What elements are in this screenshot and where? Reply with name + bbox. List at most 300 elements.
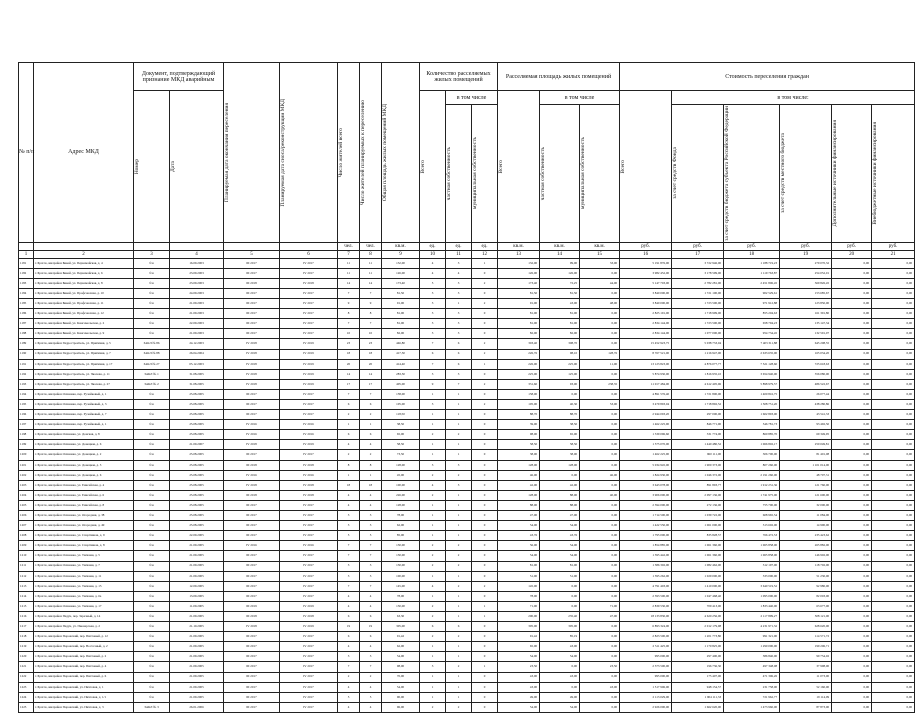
table-cell: 0,00 (872, 652, 915, 662)
table-cell: 2 (338, 410, 360, 420)
table-cell: 82,00 (382, 329, 420, 339)
table-cell: 1 462 225,90 (620, 450, 672, 460)
table-cell: 5 (360, 692, 382, 702)
table-cell: 10 (338, 329, 360, 339)
table-cell: 18 (338, 480, 360, 490)
table-cell: 26 077,44 (780, 389, 832, 399)
table-cell: 132 591,07 (780, 329, 832, 339)
header-doc-date (170, 91, 224, 243)
table-cell: 14 (360, 369, 382, 379)
table-cell: 0,00 (872, 601, 915, 611)
column-number-cell: 1 (19, 250, 34, 258)
table-cell: 54,00 (540, 652, 580, 662)
table-cell: III 2017 (224, 288, 280, 298)
table-row (19, 642, 915, 652)
table-cell: 81,00 (540, 309, 580, 319)
table-cell: 1218 (19, 632, 34, 642)
table-cell: 99 754,02 (780, 652, 832, 662)
table-cell: 132,00 (498, 258, 540, 268)
address-cell: г. Братск, жилрайон Осиновка, пер. Ручейковый, д. 1 (34, 420, 134, 430)
table-cell: 1 (472, 359, 498, 369)
table-cell: 2 451 806,45 (724, 278, 780, 288)
table-cell: 1 (338, 470, 360, 480)
address-cell: г. Братск, жилрайон Осиновка, пер. Ручейковый, д. 7 (34, 410, 134, 420)
table-cell: 0,00 (832, 278, 872, 288)
table-cell: 0 (472, 521, 498, 531)
table-cell: 225,00 (540, 359, 580, 369)
table-cell: 3 (446, 329, 472, 339)
table-cell: III 2017 (224, 591, 280, 601)
table-cell: 0,00 (580, 460, 620, 470)
table-cell: IV 2017 (280, 642, 338, 652)
table-cell: 4 (338, 601, 360, 611)
table-cell: 54,00 (498, 521, 540, 531)
table-cell: б/н (134, 490, 170, 500)
table-cell: 1 (446, 601, 472, 611)
address-cell: г. Братск, жилрайон Осиновка, ул. Донецкая, д. 3 (34, 460, 134, 470)
table-cell: 65,00 (540, 430, 580, 440)
table-cell: 0,00 (580, 672, 620, 682)
table-cell: 1 718 999,00 (672, 309, 724, 319)
table-cell: 4 791 403,00 (620, 581, 672, 591)
table-cell: III 2017 (224, 561, 280, 571)
table-cell: б/н (134, 531, 170, 541)
table-cell: 303,40 (498, 339, 540, 349)
header-rooms-private (446, 105, 472, 243)
table-cell: IV 2017 (280, 662, 338, 672)
table-cell: 5 (360, 531, 382, 541)
table-cell: 0,00 (872, 450, 915, 460)
table-cell: 0,00 (872, 571, 915, 581)
table-cell: 3 (360, 571, 382, 581)
table-cell: 11 (360, 268, 382, 278)
table-cell: 51 230,00 (780, 571, 832, 581)
table-cell: 14 (360, 278, 382, 288)
table-cell: 1 904 111,33 (672, 692, 724, 702)
table-cell: 3 643 078,00 (620, 480, 672, 490)
table-cell: 0,00 (580, 591, 620, 601)
header-cost-local (780, 105, 832, 243)
column-number-cell: 12 (472, 250, 498, 258)
table-cell: III 2017 (224, 652, 280, 662)
table-cell: б/н (134, 622, 170, 632)
table-cell: 0,00 (872, 500, 915, 510)
table-cell: 0,00 (832, 561, 872, 571)
table-cell: 902 529,61 (724, 288, 780, 298)
table-cell: 3 (446, 460, 472, 470)
table-cell: 40,00 (580, 490, 620, 500)
table-cell: 1 039 722,00 (672, 511, 724, 521)
table-cell: 58,50 (382, 440, 420, 450)
table-cell: 2 834 144,00 (620, 319, 672, 329)
table-cell: 7 (338, 319, 360, 329)
table-cell: 226,00 (498, 359, 540, 369)
table-cell: 1 (420, 642, 446, 652)
table-cell: 7 (338, 389, 360, 399)
column-number-cell: 18 (724, 250, 780, 258)
table-row (19, 369, 915, 379)
table-cell: IV 2017 (280, 571, 338, 581)
table-cell: 98,00 (382, 662, 420, 672)
table-cell: 0 (472, 329, 498, 339)
table-cell: IV 2017 (280, 319, 338, 329)
table-cell: 4 (338, 500, 360, 510)
header-total-area (382, 63, 420, 243)
table-cell: 0,00 (872, 561, 915, 571)
table-cell: 3 (420, 299, 446, 309)
table-cell: 130,00 (382, 551, 420, 561)
table-cell: 62,00 (382, 642, 420, 652)
table-cell: ЗАКЛ № 27 (134, 359, 170, 369)
table-cell: 1186 (19, 309, 34, 319)
table-cell: 5 147 703,00 (620, 278, 672, 288)
table-cell: 3 654 940,00 (724, 369, 780, 379)
table-cell: 4 876 077,77 (672, 359, 724, 369)
table-cell: 132,00 (382, 258, 420, 268)
table-cell: 0,00 (832, 309, 872, 319)
table-cell: 4 (360, 500, 382, 510)
table-cell: 128,76 (580, 349, 620, 359)
address-cell: г. Братск, жилрайон Бикей, ул. Первомайская, д. 4 (34, 258, 134, 268)
address-cell: г. Братск, жилрайон Падун, пер. Заречный, д. 14 (34, 611, 134, 621)
unit-cell (280, 242, 338, 250)
unit-cell: ед. (446, 242, 472, 250)
table-cell: 1209 (19, 541, 34, 551)
table-cell: IV 2016 (224, 470, 280, 480)
table-cell: 39,00 (498, 420, 540, 430)
table-cell: 11.09.2005 (170, 601, 224, 611)
table-cell: III 2017 (224, 500, 280, 510)
table-cell: 1 (420, 420, 446, 430)
table-cell: IV 2017 (280, 581, 338, 591)
column-numbers-row (19, 250, 915, 258)
table-cell: 0,00 (832, 571, 872, 581)
table-cell: б/н (134, 309, 170, 319)
table-cell: б/н (134, 672, 170, 682)
table-cell: 161 391,80 (780, 309, 832, 319)
table-cell: 10 (360, 329, 382, 339)
table-cell: IV 2017 (280, 500, 338, 510)
table-cell: 1 (420, 682, 446, 692)
table-cell: 0,00 (872, 400, 915, 410)
table-cell: 4 891 576,40 (620, 389, 672, 399)
table-cell: 91,00 (382, 299, 420, 309)
header-rooms-total (420, 91, 446, 243)
address-cell: г. Братск, жилрайон Осиновка, пер. Ручейковый, д. 3 (34, 400, 134, 410)
header-area-municipal-label: муниципальная собственность (580, 137, 587, 210)
table-cell: 126,00 (382, 268, 420, 278)
table-cell: 2 (446, 470, 472, 480)
table-cell: 14 990,00 (780, 521, 832, 531)
table-row (19, 309, 915, 319)
table-cell: б/н (134, 692, 170, 702)
table-cell: 21.09.2005 (170, 632, 224, 642)
table-cell: 835 828,57 (672, 531, 724, 541)
table-cell: 63 677,00 (780, 601, 832, 611)
table-row (19, 349, 915, 359)
table-row (19, 400, 915, 410)
table-cell: 1 718 892,52 (672, 400, 724, 410)
table-cell: 0,00 (872, 369, 915, 379)
table-cell: б/н (134, 430, 170, 440)
table-row (19, 339, 915, 349)
table-cell: 81,00 (498, 319, 540, 329)
table-cell: 0,00 (872, 309, 915, 319)
table-cell: 0,00 (580, 450, 620, 460)
table-cell: 121 760,00 (780, 480, 832, 490)
table-cell: б/н (134, 410, 170, 420)
table-cell: 0,00 (540, 470, 580, 480)
unit-cell: чел. (338, 242, 360, 250)
table-cell: б/н (134, 460, 170, 470)
table-cell: 6 (420, 349, 446, 359)
table-cell: 1 854 885,00 (620, 541, 672, 551)
table-cell: 1 440 480,52 (672, 440, 724, 450)
table-cell: 1 (446, 611, 472, 621)
table-cell: 1 (420, 511, 446, 521)
table-cell: 1 046 372,00 (672, 470, 724, 480)
table-cell: 2 (420, 632, 446, 642)
table-cell: 0,00 (832, 460, 872, 470)
table-cell: 6 (420, 622, 446, 632)
table-cell: 73,50 (382, 450, 420, 460)
units-row (19, 242, 915, 250)
address-cell: г. Братск, жилрайон Осиновка, пер. Ручейковый, д. 1 (34, 389, 134, 399)
table-cell: 0,00 (832, 299, 872, 309)
table-cell: 9 (420, 379, 446, 389)
table-cell: 1 395 262,00 (620, 571, 672, 581)
table-cell: 25.08.2005 (170, 430, 224, 440)
table-cell: 1189 (19, 339, 34, 349)
column-number-cell: 5 (224, 250, 280, 258)
table-cell: III 2017 (224, 511, 280, 521)
table-row (19, 611, 915, 621)
table-cell: 1 833 440,00 (724, 601, 780, 611)
table-cell: 23,50 (580, 662, 620, 672)
table-cell: 8 (338, 309, 360, 319)
table-row (19, 541, 915, 551)
table-cell: 46,00 (498, 470, 540, 480)
table-cell: 0 (472, 632, 498, 642)
column-number-cell: 17 (672, 250, 724, 258)
table-cell: 2 (420, 561, 446, 571)
address-cell: г. Братск, жилрайон Порожский, пер. Восточный, д. 2 (34, 642, 134, 652)
table-cell: 72,25 (540, 278, 580, 288)
table-cell: 22.09.2005 (170, 531, 224, 541)
table-cell: 2 191 260,00 (724, 470, 780, 480)
table-cell: 2 (446, 662, 472, 672)
address-cell: г. Братск, жилрайон Осиновка, ул. Донская, д. 8 (34, 430, 134, 440)
table-cell: 7 (360, 541, 382, 551)
table-cell: 21.09.2005 (170, 662, 224, 672)
table-cell: 1 795 000,00 (620, 531, 672, 541)
table-cell: б/н (134, 299, 170, 309)
table-cell: 2 (472, 349, 498, 359)
table-cell: 1 741 975,00 (724, 490, 780, 500)
table-cell: 1 422 550,00 (620, 521, 672, 531)
table-cell: 0,00 (580, 622, 620, 632)
table-cell: 3 840 000,00 (620, 299, 672, 309)
unit-cell: кв.м. (540, 242, 580, 250)
table-cell: 54,00 (498, 652, 540, 662)
unit-cell: чел. (360, 242, 382, 250)
table-cell: 0,00 (872, 632, 915, 642)
table-cell: 2 (360, 672, 382, 682)
table-cell: 1214 (19, 591, 34, 601)
table-cell: 196 736,30 (672, 662, 724, 672)
table-cell: 9 (360, 299, 382, 309)
table-cell: б/н (134, 440, 170, 450)
address-cell: г. Братск, жилрайон Бикей, ул. Комсомольская, д. 9 (34, 329, 134, 339)
table-cell: 948 154,57 (672, 682, 724, 692)
table-cell: 2 839 530,00 (620, 601, 672, 611)
table-cell: 2 (472, 339, 498, 349)
table-row (19, 268, 915, 278)
column-number-cell: 2 (34, 250, 134, 258)
header-residents-planned (360, 63, 382, 243)
table-cell: 0,00 (872, 521, 915, 531)
table-cell: 0,00 (832, 420, 872, 430)
table-cell: 70,00 (382, 672, 420, 682)
table-cell: 6 (360, 430, 382, 440)
table-cell: 1 (360, 470, 382, 480)
table-cell: IV 2018 (224, 339, 280, 349)
table-cell: 3 (338, 561, 360, 571)
table-cell: 49,00 (540, 692, 580, 702)
address-cell: г. Братск, жилрайон Осиновка, ул. Таёжная, д. 11 (34, 571, 134, 581)
table-cell: 0,00 (832, 369, 872, 379)
column-number-cell: 19 (780, 250, 832, 258)
table-cell: 0,00 (832, 430, 872, 440)
table-cell: 995 000,00 (620, 652, 672, 662)
table-cell: 44,00 (580, 278, 620, 288)
table-cell: 1202 (19, 470, 34, 480)
table-cell: IV 2018 (280, 490, 338, 500)
table-cell: 1 721 800,00 (672, 389, 724, 399)
table-cell: 0,00 (580, 581, 620, 591)
header-total-area-label: Общая площадь жилых помещений МКД (382, 103, 388, 201)
table-cell: б/н (134, 551, 170, 561)
table-cell: 0,00 (832, 591, 872, 601)
column-number-cell: 15 (580, 250, 620, 258)
table-cell: 42,00 (498, 480, 540, 490)
address-cell: г. Братск, жилрайон Осиновка, ул. Донецкая, д. 6 (34, 470, 134, 480)
table-cell: IV 2017 (280, 521, 338, 531)
table-cell: 82,00 (540, 329, 580, 339)
table-cell: 1190 (19, 349, 34, 359)
table-cell: 0 (472, 551, 498, 561)
table-cell: 6 (360, 611, 382, 621)
table-cell: IV 2019 (280, 379, 338, 389)
table-cell: 4 (360, 591, 382, 601)
table-cell: б/н (134, 561, 170, 571)
table-cell: 2 097 136,00 (672, 490, 724, 500)
table-cell: 1215 (19, 601, 34, 611)
table-cell: 0,00 (580, 642, 620, 652)
table-cell: 0,00 (580, 288, 620, 298)
table-cell: 3 (360, 511, 382, 521)
header-doc-number (134, 91, 170, 243)
table-cell: 158,00 (498, 389, 540, 399)
table-cell: 0,00 (872, 622, 915, 632)
header-cost-extrabudget-label: Внебюджетные источники финансирования (872, 122, 879, 225)
table-cell: 65,00 (382, 430, 420, 440)
table-cell: 1 188 719,23 (724, 258, 780, 268)
table-cell: 7 (338, 551, 360, 561)
table-cell: 0,00 (832, 359, 872, 369)
table-cell: 130,00 (382, 541, 420, 551)
table-cell: 3 (360, 521, 382, 531)
table-cell: 96,00 (382, 702, 420, 712)
table-cell: 98,00 (498, 430, 540, 440)
table-cell: 43,76 (540, 531, 580, 541)
table-cell: 1 400 816,75 (724, 389, 780, 399)
table-cell: 0,00 (540, 581, 580, 591)
table-cell: 4 (360, 490, 382, 500)
table-cell: 25.08.2005 (170, 420, 224, 430)
table-cell: III 2017 (224, 702, 280, 712)
table-cell: 1 (446, 642, 472, 652)
header-area-total-label: Всего (498, 159, 505, 174)
table-cell: 11 017 484,00 (620, 379, 672, 389)
table-cell: 81,00 (540, 561, 580, 571)
table-cell: 1 201 773,80 (672, 632, 724, 642)
table-cell: 1 (446, 531, 472, 541)
table-cell: 3 (446, 480, 472, 490)
table-cell: 51,00 (540, 571, 580, 581)
table-cell: 846 771,90 (672, 420, 724, 430)
table-cell: 48,00 (580, 299, 620, 309)
table-cell: 8 (360, 460, 382, 470)
table-cell: 0,00 (832, 692, 872, 702)
table-cell: 0,00 (872, 642, 915, 652)
column-number-cell: 7 (338, 250, 360, 258)
table-cell: 85,19 (540, 632, 580, 642)
header-rooms-count: Количество расселяемых жилых помещений (420, 63, 498, 91)
table-cell: 81,00 (540, 319, 580, 329)
table-cell: 21.09.2005 (170, 551, 224, 561)
table-cell: 0,00 (580, 541, 620, 551)
table-cell: б/н (134, 480, 170, 490)
table-cell: 297 400,00 (672, 652, 724, 662)
table-cell: 1184 (19, 288, 34, 298)
header-area-municipal (580, 105, 620, 243)
address-cell: г. Братск, жилрайон Осиновка, ул. Енисейская, д. 4 (34, 480, 134, 490)
table-cell: 265 882,00 (780, 541, 832, 551)
table-cell: 2 (420, 470, 446, 480)
table-cell: 1223 (19, 682, 34, 692)
unit-cell: кв.м. (382, 242, 420, 250)
header-rooms-municipal-label: муниципальная собственность (472, 137, 478, 210)
table-cell: 54,00 (540, 702, 580, 712)
table-cell: 0,00 (580, 702, 620, 712)
table-cell: 1 077 000,00 (672, 329, 724, 339)
table-cell: 0,00 (580, 500, 620, 510)
table-cell: 971 912,88 (724, 299, 780, 309)
table-row (19, 531, 915, 541)
address-cell: г. Братск, жилрайон Бикей, ул. Первомайская, д. 8 (34, 278, 134, 288)
table-cell: 658 794,23 (724, 319, 780, 329)
table-cell: 1193 (19, 379, 34, 389)
table-cell: 2 511 425,00 (620, 642, 672, 652)
table-cell: III 2018 (224, 490, 280, 500)
address-cell: г. Братск, жилрайон Гидростроитель, ул. Приёмная, д. 17 (34, 359, 134, 369)
table-cell: 0,00 (872, 591, 915, 601)
table-cell: 21.09.2005 (170, 652, 224, 662)
table-cell: 0,00 (580, 652, 620, 662)
table-cell: 1 (446, 450, 472, 460)
table-cell: 3 (360, 652, 382, 662)
